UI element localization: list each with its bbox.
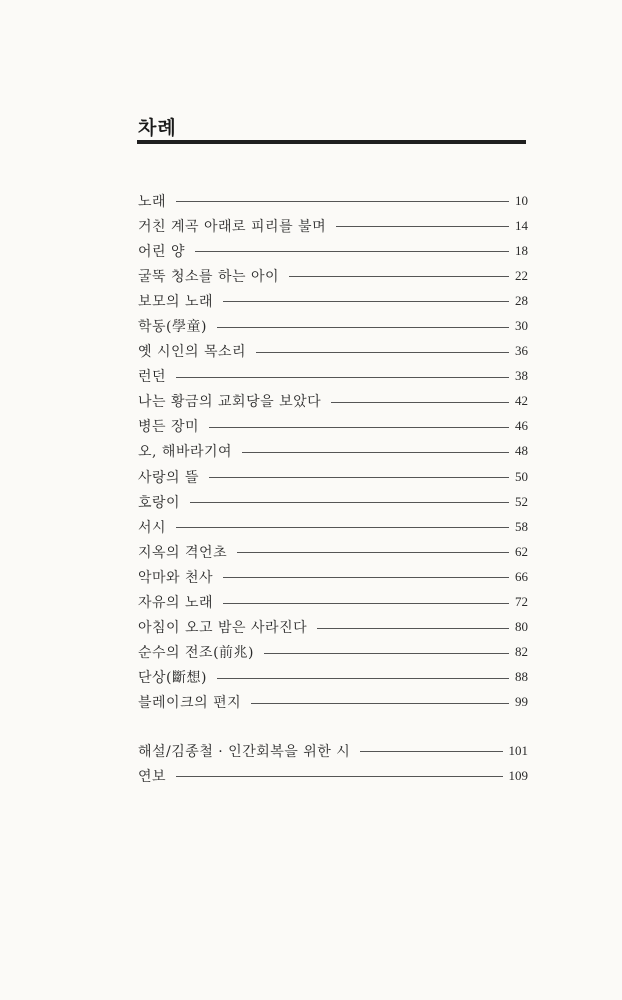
toc-entry-page: 99: [515, 694, 528, 710]
leader-line: [176, 201, 509, 202]
toc-entry: [138, 738, 528, 763]
toc-entry-page: 38: [515, 368, 528, 384]
toc-entry: [138, 564, 528, 589]
toc-entry-page: 28: [515, 292, 528, 308]
toc-entry-title: 아침이 오고 밤은 사라진다: [138, 620, 308, 637]
toc-entry-page: 58: [515, 518, 528, 534]
leader-line: [176, 776, 502, 777]
toc-entry-title: 지옥의 격언초: [138, 544, 228, 561]
leader-line: [223, 577, 509, 578]
toc-entry: [138, 238, 528, 263]
toc-entry-page: 18: [515, 242, 528, 258]
leader-line: [242, 452, 509, 453]
toc-entry-title: 서시: [138, 519, 167, 536]
toc-entry-title: 연보: [138, 768, 167, 785]
toc-list: [138, 188, 528, 715]
toc-entry: [138, 339, 528, 364]
page-title: 차례: [138, 117, 177, 139]
toc-entry-title: 보모의 노래: [138, 293, 214, 310]
leader-line: [223, 603, 509, 604]
toc-entry: [138, 389, 528, 414]
toc-entry: [138, 615, 528, 640]
leader-line: [209, 477, 509, 478]
leader-line: [209, 427, 509, 428]
toc-entry-page: 14: [515, 217, 528, 233]
toc-entry-page: 52: [515, 493, 528, 509]
toc-entry: [138, 464, 528, 489]
toc-entry-title: 단상(斷想): [138, 670, 207, 687]
toc-entry: [138, 489, 528, 514]
toc-entry-title: 어린 양: [138, 243, 186, 260]
toc-entry-page: 22: [515, 267, 528, 283]
toc-entry-page: 101: [508, 742, 528, 758]
leader-line: [256, 352, 509, 353]
toc-entry-page: 80: [515, 619, 528, 635]
toc-entry-page: 88: [515, 669, 528, 685]
toc-entry-page: 50: [515, 468, 528, 484]
leader-line: [264, 653, 509, 654]
leader-line: [251, 703, 509, 704]
leader-line: [223, 301, 509, 302]
toc-entry-page: 42: [515, 393, 528, 409]
toc-entry: [138, 414, 528, 439]
toc-entry-title: 병든 장미: [138, 419, 200, 436]
toc-entry-page: 36: [515, 343, 528, 359]
toc-entry-page: 46: [515, 418, 528, 434]
leader-line: [317, 628, 509, 629]
toc-entry-page: 30: [515, 318, 528, 334]
leader-line: [336, 226, 509, 227]
toc-entry: [138, 640, 528, 665]
toc-entry-title: 해설/김종철 · 인간회복을 위한 시: [138, 743, 351, 760]
toc-entry-page: 82: [515, 644, 528, 660]
toc-entry: [138, 213, 528, 238]
toc-entry-page: 62: [515, 543, 528, 559]
toc-entry: [138, 539, 528, 564]
toc-entry: [138, 665, 528, 690]
toc-entry: [138, 763, 528, 788]
leader-line: [289, 276, 509, 277]
leader-line: [176, 527, 509, 528]
toc-entry-page: 109: [508, 767, 528, 783]
toc-entry: [138, 288, 528, 313]
toc-entry-title: 나는 황금의 교회당을 보았다: [138, 394, 322, 411]
toc-entry-page: 66: [515, 568, 528, 584]
leader-line: [237, 552, 509, 553]
toc-entry-title: 굴뚝 청소를 하는 아이: [138, 268, 280, 285]
toc-entry: [138, 590, 528, 615]
toc-entry-page: 48: [515, 443, 528, 459]
toc-entry-title: 옛 시인의 목소리: [138, 344, 247, 361]
toc-entry: [138, 364, 528, 389]
toc-entry-title: 거친 계곡 아래로 피리를 불며: [138, 218, 327, 235]
toc-entry: [138, 263, 528, 288]
toc-entry-title: 노래: [138, 193, 167, 210]
toc-entry-page: 10: [515, 192, 528, 208]
leader-line: [360, 751, 502, 752]
toc-entry-title: 오, 해바라기여: [138, 444, 233, 461]
toc-entry: [138, 514, 528, 539]
toc-entry: [138, 313, 528, 338]
toc-entry-title: 자유의 노래: [138, 595, 214, 612]
leader-line: [331, 402, 509, 403]
toc-entry-title: 악마와 천사: [138, 569, 214, 586]
toc-entry: [138, 188, 528, 213]
toc-entry-title: 호랑이: [138, 494, 181, 511]
toc-entry-title: 블레이크의 편지: [138, 695, 242, 712]
toc-entry-title: 학동(學童): [138, 319, 207, 336]
leader-line: [217, 678, 509, 679]
toc-entry: [138, 690, 528, 715]
toc-entry-title: 순수의 전조(前兆): [138, 645, 254, 662]
toc-entry-title: 런던: [138, 369, 167, 386]
leader-line: [176, 377, 509, 378]
toc-entry-title: 사랑의 뜰: [138, 469, 200, 486]
toc-appendix-list: [138, 738, 528, 788]
toc-entry: [138, 439, 528, 464]
leader-line: [195, 251, 509, 252]
toc-entry-page: 72: [515, 594, 528, 610]
leader-line: [217, 327, 509, 328]
leader-line: [190, 502, 509, 503]
title-rule: [137, 140, 526, 144]
